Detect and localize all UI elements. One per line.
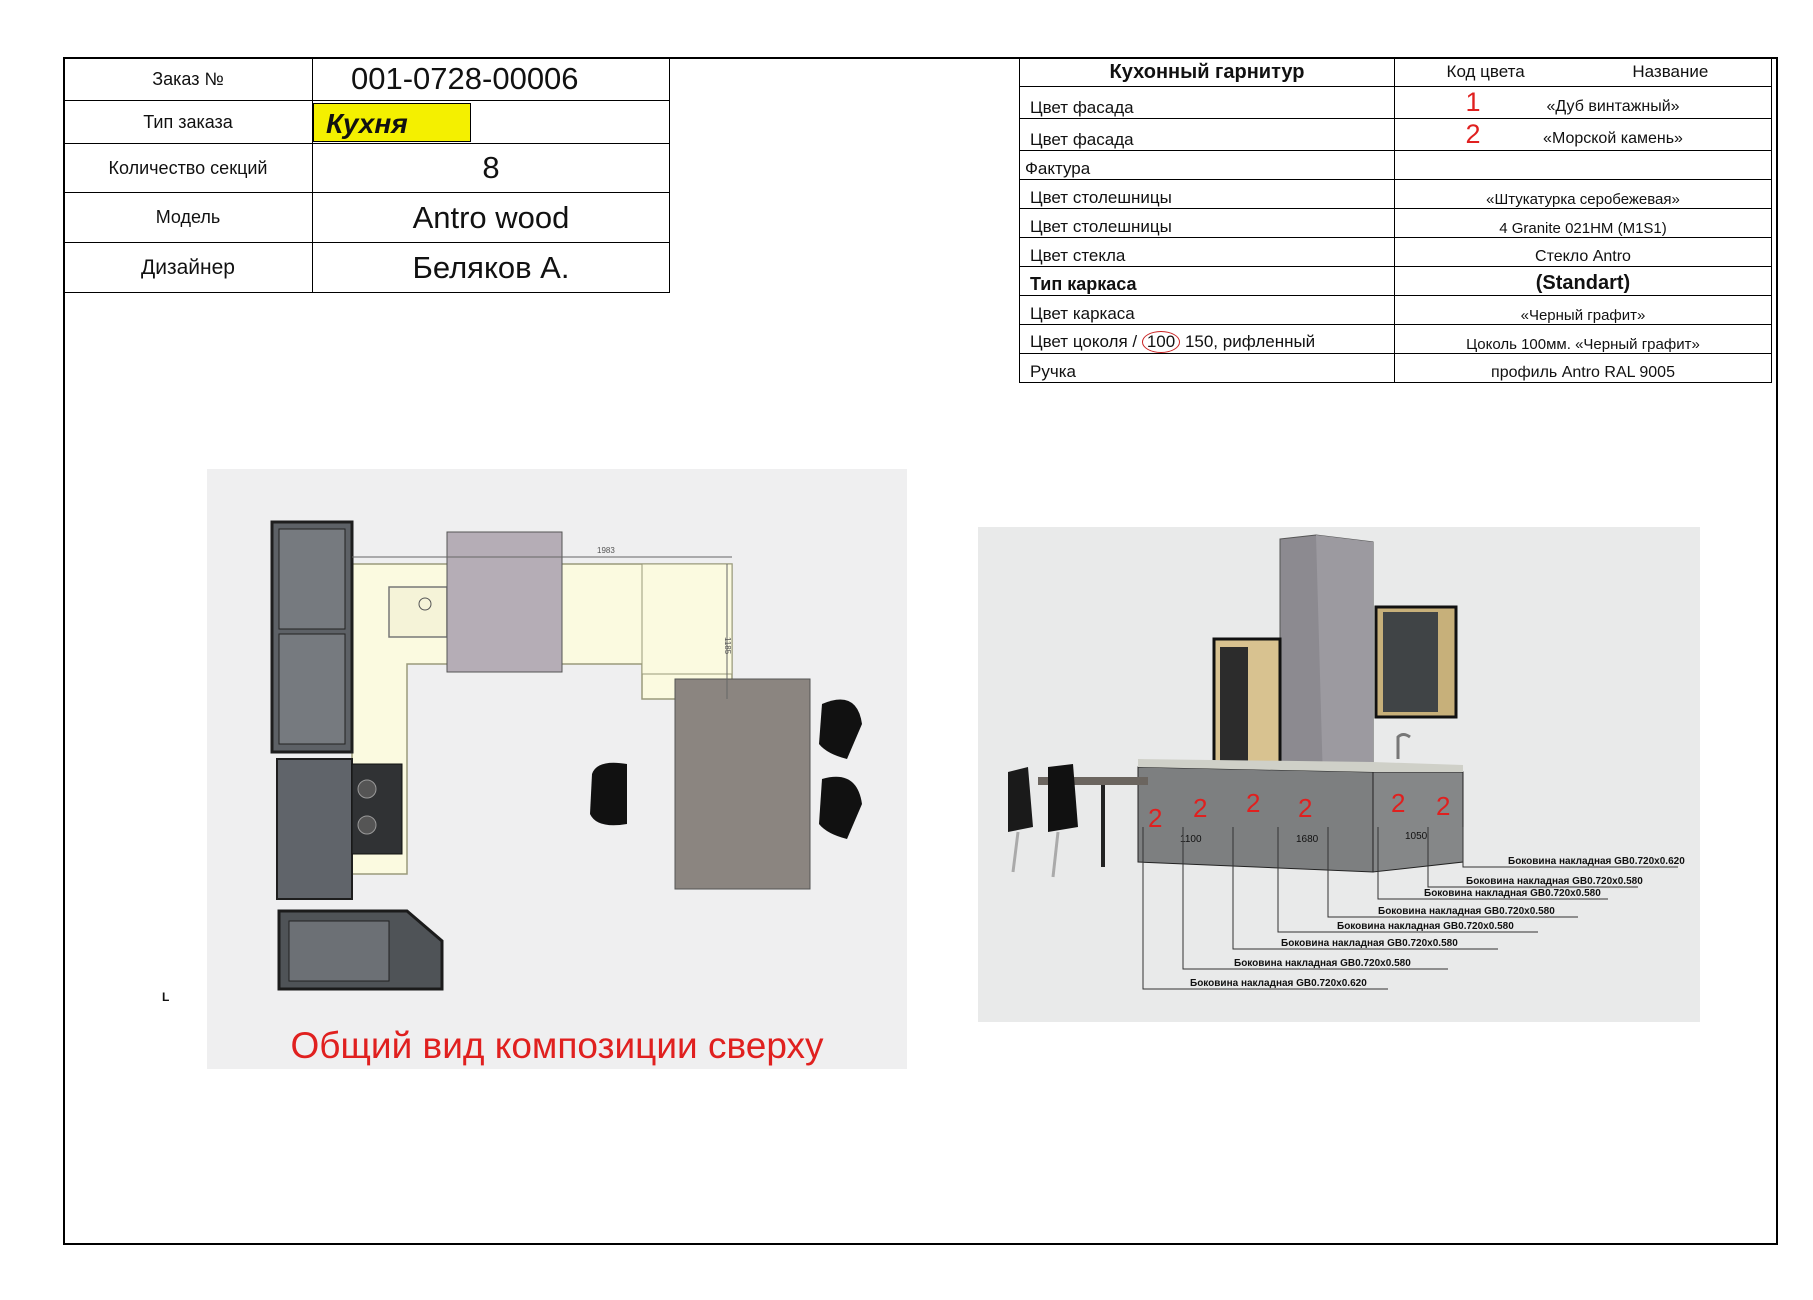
side-dimension-label: 1185 [723, 637, 732, 655]
facade-mark: 2 [1193, 793, 1208, 823]
model-value: Antro wood [313, 193, 670, 243]
plinth-height-circled: 100 [1142, 331, 1180, 353]
color-name-header: Название [1632, 62, 1709, 81]
frame-color-value: «Черный графит» [1395, 296, 1772, 325]
handle-value: профиль Antro RAL 9005 [1395, 354, 1772, 383]
callout-label: Боковина накладная GB0.720x0.580 [1281, 938, 1458, 949]
facade-mark: 2 [1436, 791, 1451, 821]
sections-count-label: Количество секций [64, 144, 313, 193]
callout-label: Боковина накладная GB0.720x0.580 [1424, 888, 1601, 899]
sections-count-value: 8 [313, 144, 670, 193]
facade-mark: 2 [1148, 803, 1163, 833]
designer-label: Дизайнер [64, 243, 313, 293]
callout-label: Боковина накладная GB0.720x0.620 [1508, 856, 1685, 867]
top-view-drawing [207, 469, 907, 1009]
callout-label: Боковина накладная GB0.720x0.580 [1466, 876, 1643, 887]
facade-mark: 2 [1298, 793, 1313, 823]
order-type-value: Кухня [313, 103, 471, 142]
glass-color-value: Стекло Antro [1395, 238, 1772, 267]
countertop-color-value: «Штукатурка серобежевая» [1395, 180, 1772, 209]
facade-color-value: «Морской камень» [1543, 130, 1683, 147]
front-view-drawing [978, 527, 1700, 1022]
order-info-table [63, 57, 670, 293]
order-number-label: Заказ № [64, 58, 313, 101]
frame-type-value: (Standart) [1395, 267, 1772, 296]
texture-label: Фактура [1020, 151, 1395, 180]
top-view-image [207, 469, 907, 1069]
color-code-1: 1 [1465, 87, 1481, 117]
order-type-label: Тип заказа [64, 101, 313, 144]
callout-label: Боковина накладная GB0.720x0.580 [1378, 906, 1555, 917]
top-dimension-label: 1983 [597, 546, 615, 555]
front-view-image [978, 527, 1700, 1022]
designer-value: Беляков А. [313, 243, 670, 293]
texture-value [1395, 151, 1772, 180]
callout-label: Боковина накладная GB0.720x0.580 [1337, 921, 1514, 932]
plinth-color-value: Цоколь 100мм. «Черный графит» [1395, 325, 1772, 354]
color-code-2: 2 [1465, 119, 1481, 149]
color-code-header: Код цвета [1446, 62, 1525, 81]
dimension-label: 1680 [1296, 834, 1319, 845]
facade-mark: 2 [1246, 788, 1261, 818]
dimension-label: 1100 [1180, 834, 1202, 845]
top-view-caption: Общий вид композиции сверху [290, 1025, 824, 1066]
facade-color-value: «Дуб винтажный» [1546, 98, 1680, 115]
plinth-color-label: Цвет цоколя / 100 150, рифленный [1020, 325, 1395, 354]
handle-label: Ручка [1020, 354, 1395, 383]
frame-type-label: Тип каркаса [1020, 267, 1395, 296]
corner-marker: L [162, 990, 170, 1004]
countertop-color-label: Цвет столешницы [1020, 209, 1395, 238]
model-label: Модель [64, 193, 313, 243]
callout-label: Боковина накладная GB0.720x0.580 [1234, 958, 1411, 969]
kitchen-spec-table [1019, 57, 1772, 383]
countertop-color-value: 4 Granite 021HM (M1S1) [1395, 209, 1772, 238]
spec-title: Кухонный гарнитур [1020, 58, 1395, 87]
facade-color-label: Цвет фасада [1020, 87, 1395, 119]
order-number-value: 001-0728-00006 [313, 58, 670, 101]
glass-color-label: Цвет стекла [1020, 238, 1395, 267]
frame-color-label: Цвет каркаса [1020, 296, 1395, 325]
callout-label: Боковина накладная GB0.720x0.620 [1190, 978, 1367, 989]
facade-color-label: Цвет фасада [1020, 119, 1395, 151]
facade-mark: 2 [1391, 788, 1406, 818]
countertop-color-label: Цвет столешницы [1020, 180, 1395, 209]
dimension-label: 1050 [1405, 831, 1428, 842]
